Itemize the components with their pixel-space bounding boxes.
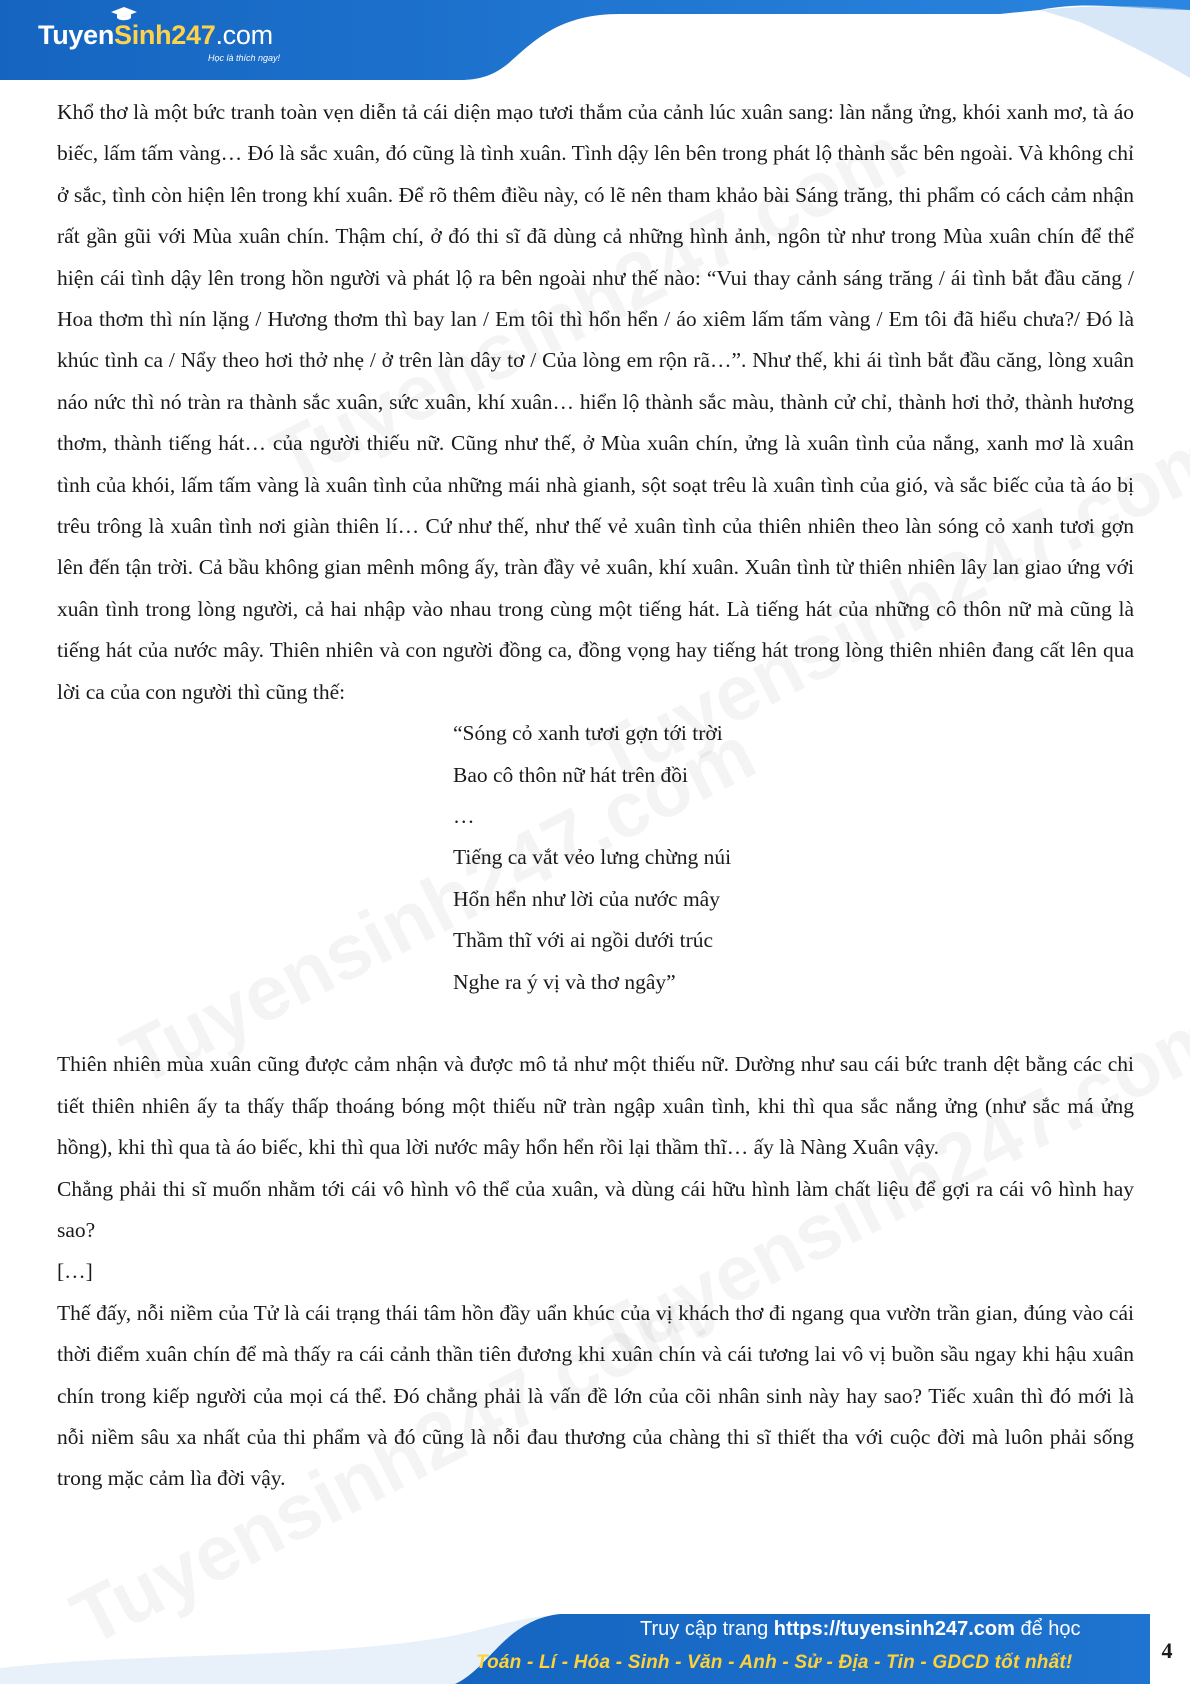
- poem-line: Thầm thĩ với ai ngồi dưới trúc: [453, 928, 714, 953]
- poem-line: Tiếng ca vắt vẻo lưng chừng núi: [453, 845, 732, 870]
- poem-line: “Sóng cỏ xanh tươi gợn tới trời: [453, 721, 723, 746]
- graduation-cap-icon: [110, 6, 138, 22]
- poem-block: [57, 713, 1134, 1003]
- poem-line: Hổn hển như lời của nước mây: [453, 886, 720, 911]
- footer-url-link[interactable]: https://tuyensinh247.com: [773, 1618, 1015, 1640]
- spacer: [57, 1003, 1134, 1044]
- brand-tagline: Học là thích ngay!: [208, 53, 281, 63]
- poem-line: Bao cô thôn nữ hát trên đồi: [453, 762, 688, 787]
- paragraph: Thế đấy, nỗi niềm của Tử là cái trạng thái tâm hồn đầy uẩn khúc của vị khách thơ đi ngang qua vườn trần gian, đúng vào cái thời điểm xuân chín để mà thấy ra cái cảnh thần tiên đương khi xuân chín và cái tương lai vô vị buồn sầu ngay khi hậu xuân chín trong kiếp người của mọi cá thể. Đó chẳng phải là vấn đề lớn của cõi nhân sinh này hay sao? Tiếc xuân thì đó mới là nỗi niềm sâu xa nhất của thi phẩm và đó cũng là nỗi đau thương của chàng thi sĩ thiết tha với cuộc đời mà luôn phải sống trong mặc cảm lìa đời vậy.: [57, 1300, 1134, 1491]
- footer-access-text: Truy cập trang https://tuyensinh247.com để học: [640, 1618, 1081, 1640]
- paragraph: Khổ thơ là một bức tranh toàn vẹn diễn tả cái diện mạo tươi thắm của cảnh lúc xuân sang: làn nắng ửng, khói xanh mơ, tà áo biếc, lấm tấm vàng… Đó là sắc xuân, đó cũng là tình xuân. Tình dậy lên bên trong phát lộ thành sắc bên ngoài. Và không chỉ ở sắc, tình còn hiện lên trong khí xuân. Để rõ thêm điều này, có lẽ nên tham khảo bài Sáng trăng, thi phẩm có cách cảm nhận rất gần gũi với Mùa xuân chín. Thậm chí, ở đó thi sĩ đã dùng cả những hình ảnh, ngôn từ như trong Mùa xuân chín để thể hiện cái tình dậy lên trong hồn người và phát lộ ra bên ngoài như thế nào: “Vui thay cảnh sáng trăng / ái tình bắt đầu căng / Hoa thơm thì nín lặng / Hương thơm thì bay lan / Em tôi thì hổn hển / áo xiêm lấm tấm vàng / Em tôi đã hiểu chưa?/ Đó là khúc tình ca / Nẩy theo hơi thở nhẹ / ở trên làn dây tơ / Của lòng em rộn rã…”. Như thế, khi ái tình bắt đầu căng, lòng xuân náo nức thì nó tràn ra thành sắc xuân, sức xuân, khí xuân… hiển lộ thành sắc màu, thành cử chỉ, thành hơi thở, thành hương thơm, thành tiếng hát… của người thiếu nữ. Cũng như thế, ở Mùa xuân chín, ửng là xuân tình của nắng, xanh mơ là xuân tình của khói, lấm tấm vàng là xuân tình của những mái nhà gianh, sột soạt trêu là xuân tình của gió, và sắc biếc của tà áo bị trêu trông là xuân tình nơi giàn thiên lí… Cứ như thế, như thế vẻ xuân tình của thiên nhiên theo làn sóng cỏ xanh tươi gợn lên đến tận trời. Cả bầu không gian mênh mông ấy, tràn đầy vẻ xuân, khí xuân. Xuân tình từ thiên nhiên lây lan giao ứng với xuân tình trong lòng người, cả hai nhập vào nhau trong cùng một tiếng hát. Là tiếng hát của những cô thôn nữ mà cũng là tiếng hát của nước mây. Thiên nhiên và con người đồng ca, đồng vọng hay tiếng hát trong lòng thiên nhiên đang cất lên qua lời ca của con người thì cũng thế:: [57, 100, 1134, 704]
- omission-mark: […]: [57, 1259, 93, 1284]
- document-body: [57, 92, 1134, 1500]
- poem-line: …: [453, 803, 475, 828]
- paragraph: Thiên nhiên mùa xuân cũng được cảm nhận và được mô tả như một thiếu nữ. Dường như sau cái bức tranh dệt bằng các chi tiết thiên nhiên ấy ta thấy thấp thoáng bóng một thiếu nữ tràn ngập xuân tình, khi thì qua sắc nắng ửng (như sắc má ửng hồng), khi thì qua tà áo biếc, khi thì qua lời nước mây hổn hển rồi lại thầm thĩ… ấy là Nàng Xuân vậy.: [57, 1052, 1134, 1160]
- poem-line: Nghe ra ý vị và thơ ngây”: [453, 969, 676, 994]
- page-number: 4: [1161, 1638, 1173, 1663]
- footer-subjects: Toán - Lí - Hóa - Sinh - Văn - Anh - Sử - Địa - Tin - GDCD tốt nhất!: [476, 1652, 1073, 1673]
- paragraph: Chẳng phải thi sĩ muốn nhằm tới cái vô hình vô thể của xuân, và dùng cái hữu hình làm chất liệu để gợi ra cái vô hình hay sao?: [57, 1176, 1134, 1242]
- brand-logo[interactable]: TuyenSinh247.com: [38, 20, 273, 50]
